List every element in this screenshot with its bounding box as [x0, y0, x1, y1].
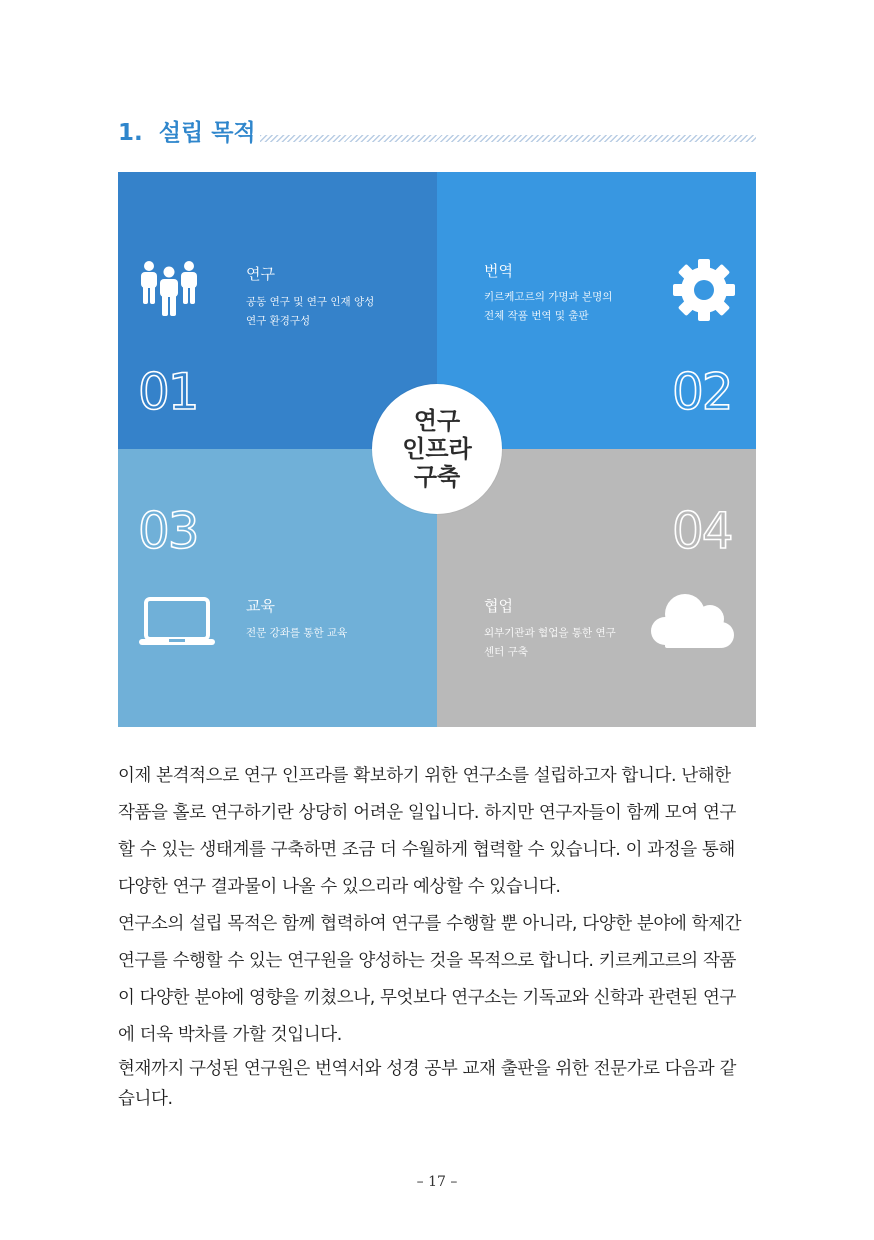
text-line: 습니다.	[118, 1089, 173, 1109]
section-heading	[118, 112, 756, 148]
laptop-icon	[138, 597, 216, 647]
people-icon	[138, 258, 202, 322]
quadrant-description: 키르케고르의 가명과 본명의 전체 작품 번역 및 출판	[484, 291, 613, 322]
quadrant-description: 외부기관과 협업을 통한 연구 센터 구축	[484, 627, 616, 658]
section-title: 1. 설립 목적	[118, 120, 256, 146]
cloud-icon	[649, 589, 737, 653]
paragraph	[118, 906, 756, 1054]
text-line: 이제 본격적으로 연구 인프라를 확보하기 위한 연구소를 설립하고자 합니다. 난해한	[118, 766, 731, 786]
quadrant-title: 협업	[484, 597, 513, 615]
text-line: 할 수 있는 생태계를 구축하면 조금 더 수월하게 협력할 수 있습니다. 이 과정을 통해	[118, 840, 735, 860]
purpose-infographic	[118, 172, 756, 727]
quadrant-description: 전문 강좌를 통한 교육	[246, 627, 348, 639]
text-line: 현재까지 구성된 연구원은 번역서와 성경 공부 교재 출판을 위한 전문가로 다음과 같	[118, 1059, 736, 1079]
text-line: 에 더욱 박차를 가할 것입니다.	[118, 1025, 342, 1045]
text-line: 연구를 수행할 수 있는 연구원을 양성하는 것을 목적으로 합니다. 키르케고르의 작품	[118, 951, 736, 971]
text-line: 작품을 홀로 연구하기란 상당히 어려운 일입니다. 하지만 연구자들이 함께 모여 연구	[118, 803, 736, 823]
quadrant-title: 번역	[484, 262, 513, 280]
quadrant-description: 공동 연구 및 연구 인재 양성 연구 환경구성	[246, 296, 375, 327]
gear-icon	[672, 258, 736, 322]
quadrant-number: 04	[672, 502, 732, 560]
quadrant-title: 교육	[246, 597, 275, 615]
quadrant-title: 연구	[246, 265, 275, 283]
text-line: 다양한 연구 결과물이 나올 수 있으리라 예상할 수 있습니다.	[118, 877, 561, 897]
text-line: 이 다양한 분야에 영향을 끼쳤으나, 무엇보다 연구소는 기독교와 신학과 관련된 연구	[118, 988, 736, 1008]
paragraph	[118, 758, 756, 906]
quadrant-number: 01	[138, 363, 198, 421]
quadrant-number: 03	[138, 502, 198, 560]
center-hub-circle	[372, 384, 502, 514]
heading-hatch-rule	[260, 135, 756, 142]
center-label: 연구 인프라 구축	[402, 407, 472, 491]
text-line: 연구소의 설립 목적은 함께 협력하여 연구를 수행할 뿐 아니라, 다양한 분야에 학제간	[118, 914, 742, 934]
body-text	[118, 758, 756, 1114]
quadrant-number: 02	[672, 363, 732, 421]
page-number: – 17 –	[416, 1174, 458, 1190]
paragraph	[118, 1054, 756, 1114]
